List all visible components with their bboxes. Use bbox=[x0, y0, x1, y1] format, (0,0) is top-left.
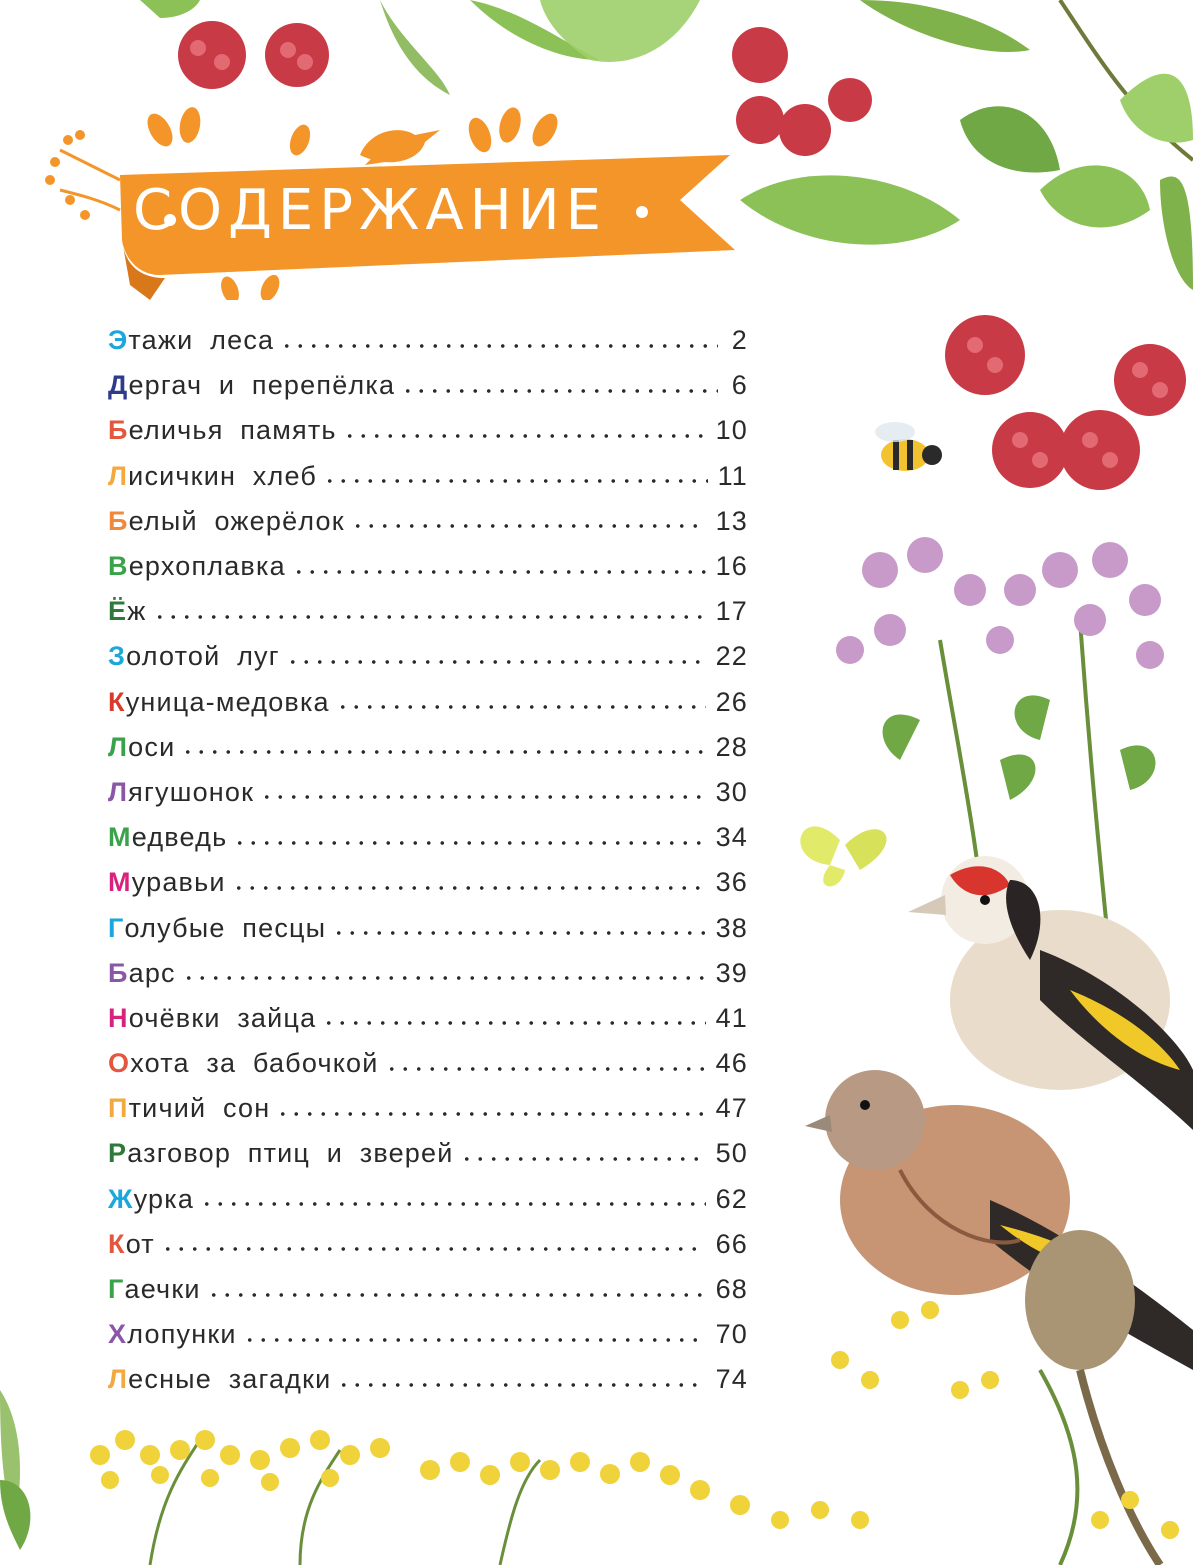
toc-entry-page: 22 bbox=[715, 641, 748, 672]
toc-entry-title bbox=[108, 596, 147, 627]
dot-leader bbox=[233, 840, 705, 846]
toc-entry[interactable] bbox=[108, 1131, 748, 1176]
toc-entry-title-rest: ергач и перепёлка bbox=[128, 370, 396, 401]
toc-entry-title bbox=[108, 777, 254, 808]
toc-entry-initial: К bbox=[108, 686, 126, 717]
toc-entry-title bbox=[108, 687, 330, 718]
toc-entry-title-rest: лопунки bbox=[127, 1319, 237, 1350]
toc-entry[interactable] bbox=[108, 589, 748, 634]
toc-entry-title-rest: олубые песцы bbox=[124, 912, 327, 943]
toc-entry-page: 66 bbox=[715, 1228, 748, 1259]
toc-entry-initial: Б bbox=[108, 415, 129, 446]
toc-entry-title-rest: ж bbox=[127, 596, 147, 627]
toc-entry-title-rest: елый ожерёлок bbox=[128, 505, 345, 536]
toc-entry-page: 26 bbox=[715, 686, 748, 717]
toc-entry-title bbox=[108, 1184, 194, 1215]
toc-entry[interactable] bbox=[108, 499, 748, 544]
dot-leader bbox=[385, 1066, 706, 1072]
toc-entry-page: 36 bbox=[715, 867, 748, 898]
dot-leader bbox=[182, 975, 706, 981]
toc-entry-page: 68 bbox=[715, 1274, 748, 1305]
dot-leader bbox=[200, 1201, 706, 1207]
toc-entry-initial: Ё bbox=[108, 596, 128, 627]
toc-entry-page: 17 bbox=[715, 596, 748, 627]
toc-entry-initial: Л bbox=[108, 731, 129, 762]
dot-leader bbox=[243, 1337, 706, 1343]
toc-entry[interactable] bbox=[108, 725, 748, 770]
goldfinch-bird bbox=[908, 856, 1193, 1130]
toc-entry-title bbox=[108, 1003, 316, 1034]
toc-entry-initial: Б bbox=[108, 957, 129, 988]
toc-entry[interactable] bbox=[108, 1222, 748, 1267]
toc-entry-page: 38 bbox=[715, 912, 748, 943]
toc-entry-title-rest: арс bbox=[128, 957, 176, 988]
toc-entry-title bbox=[108, 958, 176, 989]
toc-entry-initial: Б bbox=[108, 505, 129, 536]
toc-entry-initial: М bbox=[108, 822, 132, 853]
toc-entry-page: 13 bbox=[715, 505, 748, 536]
toc-entry[interactable] bbox=[108, 318, 748, 363]
toc-entry-initial: К bbox=[108, 1228, 126, 1259]
toc-entry-title bbox=[108, 1229, 155, 1260]
butterfly-icon bbox=[800, 826, 886, 886]
toc-entry-title bbox=[108, 822, 227, 853]
toc-entry-page: 28 bbox=[715, 731, 748, 762]
toc-entry-title bbox=[108, 867, 226, 898]
toc-entry-page: 6 bbox=[731, 370, 748, 401]
toc-entry[interactable] bbox=[108, 860, 748, 905]
toc-entry[interactable] bbox=[108, 1177, 748, 1222]
toc-entry[interactable] bbox=[108, 770, 748, 815]
toc-entry-title bbox=[108, 641, 280, 672]
toc-entry-title bbox=[108, 461, 317, 492]
toc-entry-initial: М bbox=[108, 867, 132, 898]
toc-entry-initial: Н bbox=[108, 1002, 129, 1033]
dot-leader bbox=[332, 930, 705, 936]
toc-entry-page: 47 bbox=[715, 1093, 748, 1124]
toc-entry-initial: Ж bbox=[108, 1183, 134, 1214]
toc-entry[interactable] bbox=[108, 1267, 748, 1312]
toc-entry-title bbox=[108, 732, 175, 763]
toc-entry[interactable] bbox=[108, 363, 748, 408]
dot-leader bbox=[280, 343, 718, 349]
toc-entry-title-rest: есные загадки bbox=[128, 1364, 332, 1395]
toc-entry[interactable] bbox=[108, 544, 748, 589]
toc-entry-title bbox=[108, 1093, 270, 1124]
toc-entry-page: 41 bbox=[715, 1002, 748, 1033]
toc-entry-initial: В bbox=[108, 551, 129, 582]
dot-leader bbox=[323, 478, 708, 484]
toc-entry[interactable] bbox=[108, 1086, 748, 1131]
toc-entry[interactable] bbox=[108, 815, 748, 860]
toc-entry[interactable] bbox=[108, 454, 748, 499]
dot-leader bbox=[232, 885, 706, 891]
toc-entry-initial: Г bbox=[108, 1274, 125, 1305]
toc-entry-page: 34 bbox=[715, 822, 748, 853]
toc-entry[interactable] bbox=[108, 905, 748, 950]
dot-leader bbox=[286, 659, 706, 665]
toc-entry[interactable] bbox=[108, 634, 748, 679]
toc-entry[interactable] bbox=[108, 996, 748, 1041]
toc-entry-title bbox=[108, 506, 345, 537]
dot-leader bbox=[260, 794, 705, 800]
dot-leader bbox=[207, 1292, 706, 1298]
toc-entry-title-rest: еличья память bbox=[128, 415, 337, 446]
toc-entry-page: 70 bbox=[715, 1319, 748, 1350]
toc-entry-title bbox=[108, 370, 395, 401]
toc-entry-title-rest: ерхоплавка bbox=[128, 551, 286, 582]
toc-entry-page: 62 bbox=[715, 1183, 748, 1214]
toc-entry-title-rest: олотой луг bbox=[126, 641, 280, 672]
toc-entry-title-rest: тичий сон bbox=[128, 1093, 271, 1124]
toc-entry-initial: Л bbox=[108, 460, 129, 491]
toc-entry-page: 74 bbox=[715, 1364, 748, 1395]
toc-entry[interactable] bbox=[108, 1357, 748, 1402]
toc-entry-title-rest: едведь bbox=[131, 822, 228, 853]
toc-entry-title-rest: оси bbox=[128, 731, 176, 762]
toc-entry-initial: Л bbox=[108, 1364, 129, 1395]
thistle-plant bbox=[1025, 1230, 1160, 1565]
toc-entry-title bbox=[108, 415, 337, 446]
dot-leader bbox=[343, 433, 706, 439]
toc-entry-title-rest: ягушонок bbox=[128, 776, 255, 807]
toc-entry-title-rest: очёвки зайца bbox=[128, 1002, 317, 1033]
toc-entry-initial: З bbox=[108, 641, 127, 672]
oregano-flowers bbox=[836, 537, 1164, 980]
toc-entry-title-rest: тажи леса bbox=[128, 325, 275, 356]
toc-entry-title-rest: от bbox=[125, 1228, 155, 1259]
toc-entry-title bbox=[108, 1274, 201, 1305]
toc-entry-title-rest: хота за бабочкой bbox=[130, 1048, 379, 1079]
toc-entry-page: 50 bbox=[715, 1138, 748, 1169]
toc-entry[interactable] bbox=[108, 680, 748, 725]
toc-entry-title-rest: урка bbox=[133, 1183, 195, 1214]
toc-entry-title bbox=[108, 551, 286, 582]
raspberry-branch-top-left bbox=[140, 0, 700, 95]
toc-entry-initial: Х bbox=[108, 1319, 128, 1350]
dot-leader bbox=[153, 614, 706, 620]
toc-entry-initial: Л bbox=[108, 776, 129, 807]
toc-entry-title-rest: исичкин хлеб bbox=[128, 460, 318, 491]
toc-entry[interactable] bbox=[108, 1041, 748, 1086]
dot-leader bbox=[322, 1020, 705, 1026]
toc-entry-page: 39 bbox=[715, 957, 748, 988]
dot-leader bbox=[276, 1111, 705, 1117]
toc-entry-title-rest: азговор птиц и зверей bbox=[127, 1138, 454, 1169]
toc-entry-title bbox=[108, 1138, 454, 1169]
toc-entry-page: 30 bbox=[715, 776, 748, 807]
table-of-contents bbox=[108, 318, 748, 1403]
toc-entry-page: 11 bbox=[717, 460, 748, 491]
toc-entry-page: 2 bbox=[731, 325, 748, 356]
dot-leader bbox=[337, 1382, 705, 1388]
toc-entry[interactable] bbox=[108, 1312, 748, 1357]
toc-entry[interactable] bbox=[108, 951, 748, 996]
toc-entry-initial: Г bbox=[108, 912, 125, 943]
toc-entry-initial: Э bbox=[108, 325, 129, 356]
toc-entry-initial: П bbox=[108, 1093, 129, 1124]
toc-entry-initial: Р bbox=[108, 1138, 128, 1169]
dot-leader bbox=[460, 1156, 706, 1162]
toc-entry-title-rest: уница-медовка bbox=[125, 686, 330, 717]
dot-leader bbox=[161, 1246, 706, 1252]
dot-leader bbox=[336, 704, 706, 710]
dot-leader bbox=[181, 749, 705, 755]
bee-icon bbox=[875, 422, 942, 471]
raspberry-branch-top-right bbox=[732, 0, 1193, 490]
dot-leader bbox=[351, 523, 706, 529]
toc-entry[interactable] bbox=[108, 408, 748, 453]
toc-entry-page: 10 bbox=[715, 415, 748, 446]
toc-entry-initial: О bbox=[108, 1048, 131, 1079]
toc-entry-title bbox=[108, 1364, 331, 1395]
toc-entry-title-rest: аечки bbox=[124, 1274, 201, 1305]
toc-entry-title-rest: уравьи bbox=[131, 867, 226, 898]
toc-entry-title bbox=[108, 325, 274, 356]
toc-entry-page: 16 bbox=[715, 551, 748, 582]
dot-leader bbox=[292, 569, 706, 575]
toc-entry-title bbox=[108, 1319, 237, 1350]
linnet-bird bbox=[805, 1070, 1193, 1370]
toc-entry-title bbox=[108, 913, 326, 944]
toc-entry-title bbox=[108, 1048, 379, 1079]
toc-entry-initial: Д bbox=[108, 370, 129, 401]
dot-leader bbox=[401, 388, 718, 394]
toc-entry-page: 46 bbox=[715, 1048, 748, 1079]
page-title: СОДЕРЖАНИЕ bbox=[132, 178, 608, 243]
